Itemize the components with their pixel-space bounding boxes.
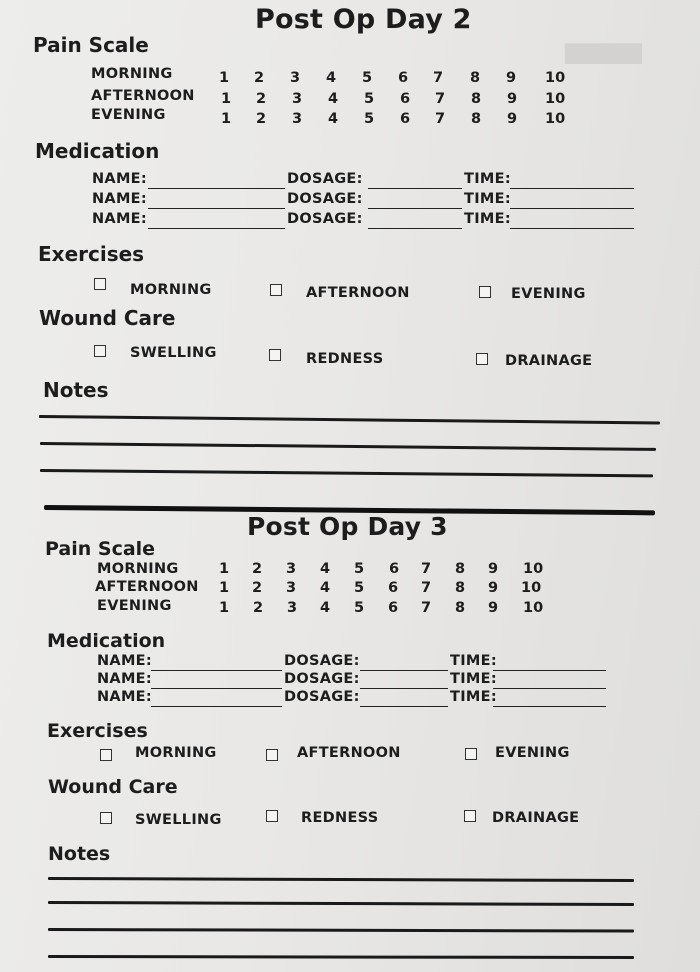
day3-pain-option-9[interactable]: 9 xyxy=(488,580,499,596)
day3-exercise-checkbox-evening[interactable] xyxy=(465,748,477,760)
day3-wound-option: SWELLING xyxy=(135,812,222,828)
day2-pain-option-4[interactable]: 4 xyxy=(328,91,339,107)
day2-pain-option-1[interactable]: 1 xyxy=(221,111,232,127)
day2-medication-name-label: NAME: xyxy=(92,191,147,207)
day2-wound-option: SWELLING xyxy=(130,345,217,361)
day3-exercise-checkbox-morning[interactable] xyxy=(100,749,112,761)
day2-pain-option-2[interactable]: 2 xyxy=(254,70,265,86)
day3-medication-time-label: TIME: xyxy=(450,689,497,705)
day2-wound-checkbox-drainage[interactable] xyxy=(476,353,488,365)
day3-notes-line[interactable] xyxy=(48,955,634,959)
day2-medication-name-field[interactable] xyxy=(148,208,285,209)
day3-medication-time-field[interactable] xyxy=(493,670,606,671)
day2-medication-name-field[interactable] xyxy=(148,188,285,189)
day3-pain-scale-heading: Pain Scale xyxy=(45,538,156,560)
day3-pain-option-3[interactable]: 3 xyxy=(286,580,297,596)
day2-pain-option-3[interactable]: 3 xyxy=(290,70,301,86)
day3-medication-dosage-field[interactable] xyxy=(360,670,448,671)
day2-wound-option: REDNESS xyxy=(306,351,384,367)
day2-pain-option-10[interactable]: 10 xyxy=(545,91,566,107)
day2-pain-option-8[interactable]: 8 xyxy=(470,70,481,86)
day2-exercise-checkbox-morning[interactable] xyxy=(94,278,106,290)
day3-wound-checkbox-redness[interactable] xyxy=(266,810,278,822)
day3-pain-option-4[interactable]: 4 xyxy=(320,580,331,596)
day3-notes-line[interactable] xyxy=(48,877,634,882)
day3-pain-option-1[interactable]: 1 xyxy=(219,600,230,616)
day2-medication-dosage-label: DOSAGE: xyxy=(287,211,363,227)
day2-pain-option-7[interactable]: 7 xyxy=(435,111,446,127)
day2-pain-option-1[interactable]: 1 xyxy=(219,70,230,86)
day2-pain-option-8[interactable]: 8 xyxy=(471,91,482,107)
day3-wound-care-heading: Wound Care xyxy=(48,776,178,798)
day2-pain-option-6[interactable]: 6 xyxy=(398,70,409,86)
day2-medication-dosage-label: DOSAGE: xyxy=(287,191,363,207)
day2-exercises-heading: Exercises xyxy=(38,242,145,266)
day3-pain-option-10[interactable]: 10 xyxy=(521,580,542,596)
day3-pain-option-1[interactable]: 1 xyxy=(219,580,230,596)
day3-title: Post Op Day 3 xyxy=(247,512,448,541)
day2-pain-option-6[interactable]: 6 xyxy=(400,111,411,127)
day3-exercise-checkbox-afternoon[interactable] xyxy=(266,749,278,761)
day2-pain-option-8[interactable]: 8 xyxy=(471,111,482,127)
day2-pain-option-9[interactable]: 9 xyxy=(506,70,517,86)
day2-pain-option-9[interactable]: 9 xyxy=(507,111,518,127)
day3-exercise-option: AFTERNOON xyxy=(297,745,401,761)
day3-notes-line[interactable] xyxy=(48,901,634,906)
day2-exercise-option: MORNING xyxy=(130,282,212,298)
day3-pain-option-2[interactable]: 2 xyxy=(252,561,263,577)
day3-pain-option-6[interactable]: 6 xyxy=(388,600,399,616)
day3-wound-checkbox-swelling[interactable] xyxy=(100,812,112,824)
day3-pain-option-10[interactable]: 10 xyxy=(523,600,544,616)
day2-pain-option-2[interactable]: 2 xyxy=(256,91,267,107)
day2-medication-dosage-label: DOSAGE: xyxy=(287,171,363,187)
day2-exercise-checkbox-afternoon[interactable] xyxy=(270,284,282,296)
day2-exercise-checkbox-evening[interactable] xyxy=(479,286,491,298)
day3-medication-time-field[interactable] xyxy=(493,706,606,707)
day3-medication-dosage-label: DOSAGE: xyxy=(284,671,360,687)
day2-pain-option-3[interactable]: 3 xyxy=(292,91,303,107)
day2-pain-scale-heading: Pain Scale xyxy=(33,33,149,57)
day3-pain-option-2[interactable]: 2 xyxy=(253,600,264,616)
day2-wound-option: DRAINAGE xyxy=(505,353,593,369)
day2-medication-time-label: TIME: xyxy=(464,171,511,187)
day2-title: Post Op Day 2 xyxy=(255,4,472,35)
day2-wound-checkbox-swelling[interactable] xyxy=(94,345,106,357)
day2-medication-dosage-field[interactable] xyxy=(368,208,462,209)
day3-pain-option-6[interactable]: 6 xyxy=(388,580,399,596)
day3-wound-option: REDNESS xyxy=(301,810,379,826)
day3-medication-dosage-field[interactable] xyxy=(360,706,448,707)
day2-pain-option-2[interactable]: 2 xyxy=(256,111,267,127)
day2-medication-name-field[interactable] xyxy=(148,228,285,229)
day2-medication-dosage-field[interactable] xyxy=(368,228,462,229)
day3-medication-name-label: NAME: xyxy=(97,689,152,705)
day2-wound-checkbox-redness[interactable] xyxy=(269,349,281,361)
day2-medication-time-label: TIME: xyxy=(464,211,511,227)
day3-pain-option-3[interactable]: 3 xyxy=(286,561,297,577)
day2-notes-line[interactable] xyxy=(40,442,656,451)
day3-wound-checkbox-drainage[interactable] xyxy=(464,810,476,822)
day3-notes-heading: Notes xyxy=(48,843,111,865)
day3-medication-heading: Medication xyxy=(47,630,166,652)
day2-exercise-option: AFTERNOON xyxy=(306,285,410,301)
day3-pain-option-8[interactable]: 8 xyxy=(455,600,466,616)
day3-pain-option-1[interactable]: 1 xyxy=(219,561,230,577)
day3-medication-time-label: TIME: xyxy=(450,671,497,687)
day2-pain-row-label: MORNING xyxy=(91,66,173,82)
day2-pain-row-label: EVENING xyxy=(91,107,166,123)
day3-exercises-heading: Exercises xyxy=(47,720,148,742)
day3-medication-dosage-label: DOSAGE: xyxy=(284,689,360,705)
day3-medication-dosage-label: DOSAGE: xyxy=(284,653,360,669)
day3-pain-option-5[interactable]: 5 xyxy=(354,600,365,616)
day2-medication-heading: Medication xyxy=(35,139,160,163)
day2-pain-option-7[interactable]: 7 xyxy=(433,70,444,86)
day3-pain-option-9[interactable]: 9 xyxy=(488,561,499,577)
day3-pain-option-8[interactable]: 8 xyxy=(455,561,466,577)
day2-pain-option-10[interactable]: 10 xyxy=(545,111,566,127)
day2-pain-option-3[interactable]: 3 xyxy=(292,111,303,127)
day3-medication-name-label: NAME: xyxy=(97,671,152,687)
day3-pain-option-4[interactable]: 4 xyxy=(320,561,331,577)
day2-pain-option-5[interactable]: 5 xyxy=(362,70,373,86)
day3-pain-option-8[interactable]: 8 xyxy=(455,580,466,596)
day3-exercise-option: MORNING xyxy=(135,745,217,761)
day2-notes-heading: Notes xyxy=(43,378,109,402)
day2-medication-time-field[interactable] xyxy=(510,188,634,189)
day2-wound-care-heading: Wound Care xyxy=(39,306,176,330)
day3-wound-option: DRAINAGE xyxy=(492,810,580,826)
day3-notes-line[interactable] xyxy=(48,928,634,933)
day3-pain-row-label: MORNING xyxy=(97,561,179,577)
day3-pain-option-3[interactable]: 3 xyxy=(287,600,298,616)
day2-pain-option-5[interactable]: 5 xyxy=(364,91,375,107)
day2-medication-name-label: NAME: xyxy=(92,211,147,227)
day3-pain-option-4[interactable]: 4 xyxy=(320,600,331,616)
day2-medication-name-label: NAME: xyxy=(92,171,147,187)
day2-pain-option-5[interactable]: 5 xyxy=(364,111,375,127)
day2-medication-dosage-field[interactable] xyxy=(368,188,462,189)
day2-pain-option-1[interactable]: 1 xyxy=(221,91,232,107)
day3-pain-option-9[interactable]: 9 xyxy=(488,600,499,616)
day3-medication-name-field[interactable] xyxy=(151,688,282,689)
day3-exercise-option: EVENING xyxy=(495,745,570,761)
day3-medication-name-field[interactable] xyxy=(151,670,282,671)
day2-notes-line[interactable] xyxy=(40,469,653,477)
day2-pain-option-10[interactable]: 10 xyxy=(545,70,566,86)
day2-pain-row-label: AFTERNOON xyxy=(91,88,195,104)
day2-medication-time-field[interactable] xyxy=(510,228,634,229)
day3-pain-option-7[interactable]: 7 xyxy=(421,600,432,616)
day3-medication-dosage-field[interactable] xyxy=(360,688,448,689)
day2-pain-option-9[interactable]: 9 xyxy=(507,91,518,107)
day3-pain-option-7[interactable]: 7 xyxy=(421,580,432,596)
day3-pain-option-5[interactable]: 5 xyxy=(354,580,365,596)
day3-medication-time-label: TIME: xyxy=(450,653,497,669)
day3-pain-option-7[interactable]: 7 xyxy=(421,561,432,577)
day3-pain-option-5[interactable]: 5 xyxy=(354,561,365,577)
day3-pain-row-label: AFTERNOON xyxy=(95,579,199,595)
day2-medication-time-field[interactable] xyxy=(510,208,634,209)
bleed-through-mark: ▇▇▇▇▇ xyxy=(565,40,642,64)
day3-medication-name-label: NAME: xyxy=(97,653,152,669)
day3-pain-row-label: EVENING xyxy=(97,598,172,614)
day2-pain-option-7[interactable]: 7 xyxy=(435,91,446,107)
day2-pain-option-4[interactable]: 4 xyxy=(328,111,339,127)
day2-pain-option-6[interactable]: 6 xyxy=(400,91,411,107)
day3-medication-time-field[interactable] xyxy=(493,688,606,689)
day3-pain-option-10[interactable]: 10 xyxy=(523,561,544,577)
day3-pain-option-6[interactable]: 6 xyxy=(389,561,400,577)
day2-exercise-option: EVENING xyxy=(511,286,586,302)
day3-medication-name-field[interactable] xyxy=(151,706,282,707)
day2-pain-option-4[interactable]: 4 xyxy=(326,70,337,86)
day2-notes-line[interactable] xyxy=(39,415,660,425)
day2-medication-time-label: TIME: xyxy=(464,191,511,207)
day3-pain-option-2[interactable]: 2 xyxy=(252,580,263,596)
